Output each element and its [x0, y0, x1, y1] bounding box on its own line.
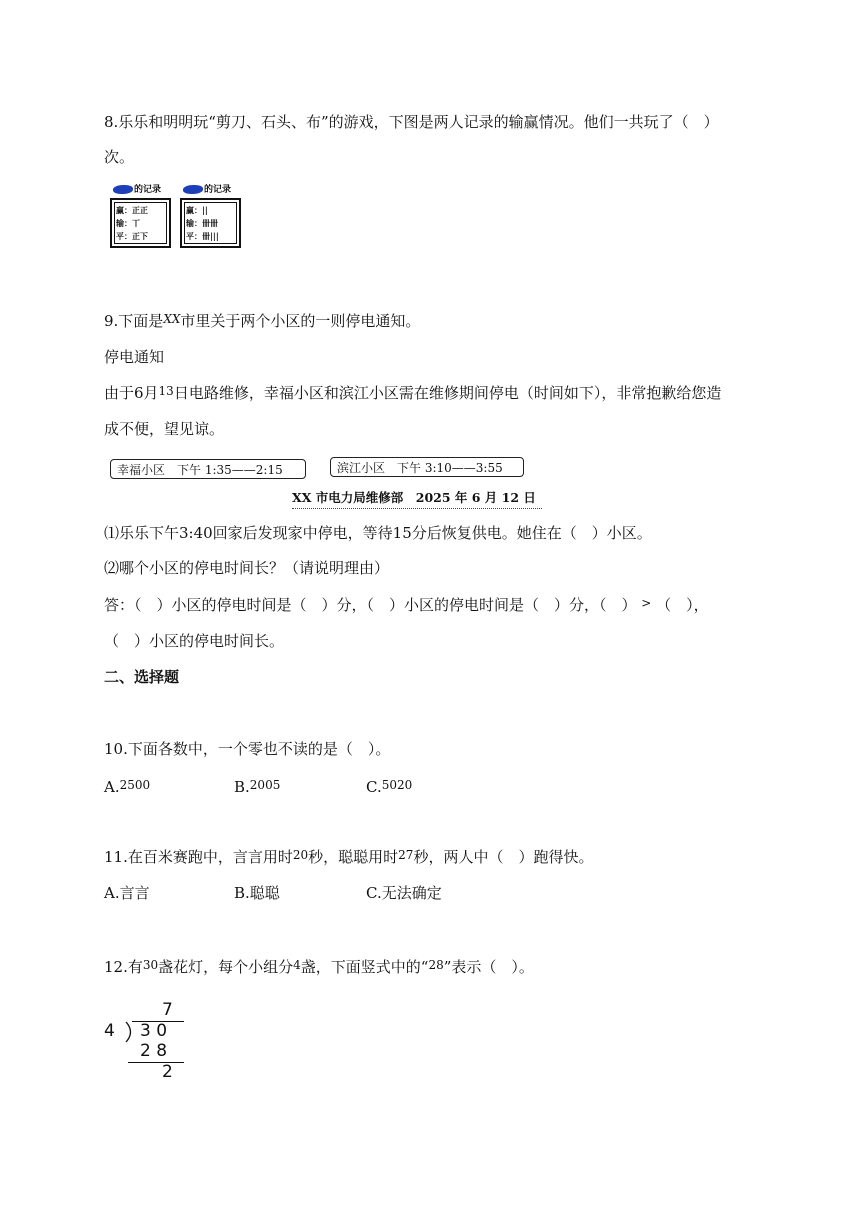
q9-notice-title: 停电通知	[104, 348, 165, 366]
section-title: 二、选择题	[104, 668, 180, 686]
outage-box-binjiang: 滨江小区 下午 3:10——3:55	[330, 457, 524, 477]
division-dividend: 3 0	[140, 1021, 168, 1041]
q9-answer-line2: （ ）小区的停电时间长。	[104, 632, 285, 650]
q11-option-c[interactable]: C.无法确定	[366, 884, 442, 902]
q8-stem-line2: 次。	[104, 148, 135, 166]
q12-stem: 12.有$^{30}$盏花灯，每个小组分$^4$盏，下面竖式中的“$^{28}$”表示（ ）。	[104, 958, 534, 976]
tally-tie: 平：正下	[116, 231, 148, 241]
q8-tally-cards	[110, 183, 245, 253]
q8-stem-line1: 8.乐乐和明明玩“剪刀、石头、布”的游戏，下图是两人记录的输赢情况。他们一共玩了（ ）	[104, 113, 719, 131]
q9-sub1: ⑴乐乐下午3:40回家后发现家中停电，等待15分后恢复供电。她住在（ ）小区。	[104, 524, 652, 542]
tally-lose: 输：丅	[116, 218, 140, 228]
q9-notice-line2: 成不便，望见谅。	[104, 420, 225, 438]
division-quotient: 7	[162, 1000, 173, 1020]
q10-option-b[interactable]: B.$^{2005}$	[234, 778, 281, 796]
q10-stem: 10.下面各数中，一个零也不读的是（ ）。	[104, 740, 391, 758]
tally-win: 赢：||	[186, 205, 208, 215]
child-figure-icon	[113, 185, 133, 194]
q9-sub2: ⑵哪个小区的停电时间长？（请说明理由）	[104, 559, 390, 577]
q10-option-c[interactable]: C.$^{5020}$	[366, 778, 413, 796]
tally-tie: 平：卌|||	[186, 231, 219, 241]
child-figure-icon	[183, 185, 203, 194]
q11-option-a[interactable]: A.言言	[104, 884, 150, 902]
tally-card-lele: 的记录 赢：正正 输：丅 平：正下	[110, 183, 173, 251]
q9-stem: 9.下面是$^{XX}$市里关于两个小区的一则停电通知。	[104, 312, 421, 330]
q11-option-b[interactable]: B.聪聪	[234, 884, 280, 902]
tally-lose: 输：卌卌	[186, 218, 218, 228]
q10-option-a[interactable]: A.$^{2500}$	[104, 778, 151, 796]
division-remainder: 2	[162, 1062, 173, 1082]
q9-notice-line1: 由于6月$^{13}$日电路维修，幸福小区和滨江小区需在维修期间停电（时间如下），非常抱歉给您造	[104, 384, 722, 402]
q9-answer-line1: 答：（ ）小区的停电时间是（ ）分，（ ）小区的停电时间是（ ）分，（ ） > （ ），	[104, 596, 709, 614]
outage-box-xingfu: 幸福小区 下午 1:35——2:15	[110, 459, 306, 479]
notice-signature: XX 市电力局维修部 2025 年 6 月 12 日	[292, 488, 542, 509]
long-division	[104, 1000, 204, 1090]
division-divisor: 4	[104, 1021, 115, 1041]
division-product: 2 8	[140, 1041, 168, 1061]
tally-card-mingming: 的记录 赢：|| 输：卌卌 平：卌|||	[180, 183, 243, 251]
tally-win: 赢：正正	[116, 205, 148, 215]
division-bracket-icon	[124, 1020, 136, 1044]
q11-stem: 11.在百米赛跑中，言言用时$^{20}$秒，聪聪用时$^{27}$秒，两人中（ ）跑得快。	[104, 848, 594, 866]
